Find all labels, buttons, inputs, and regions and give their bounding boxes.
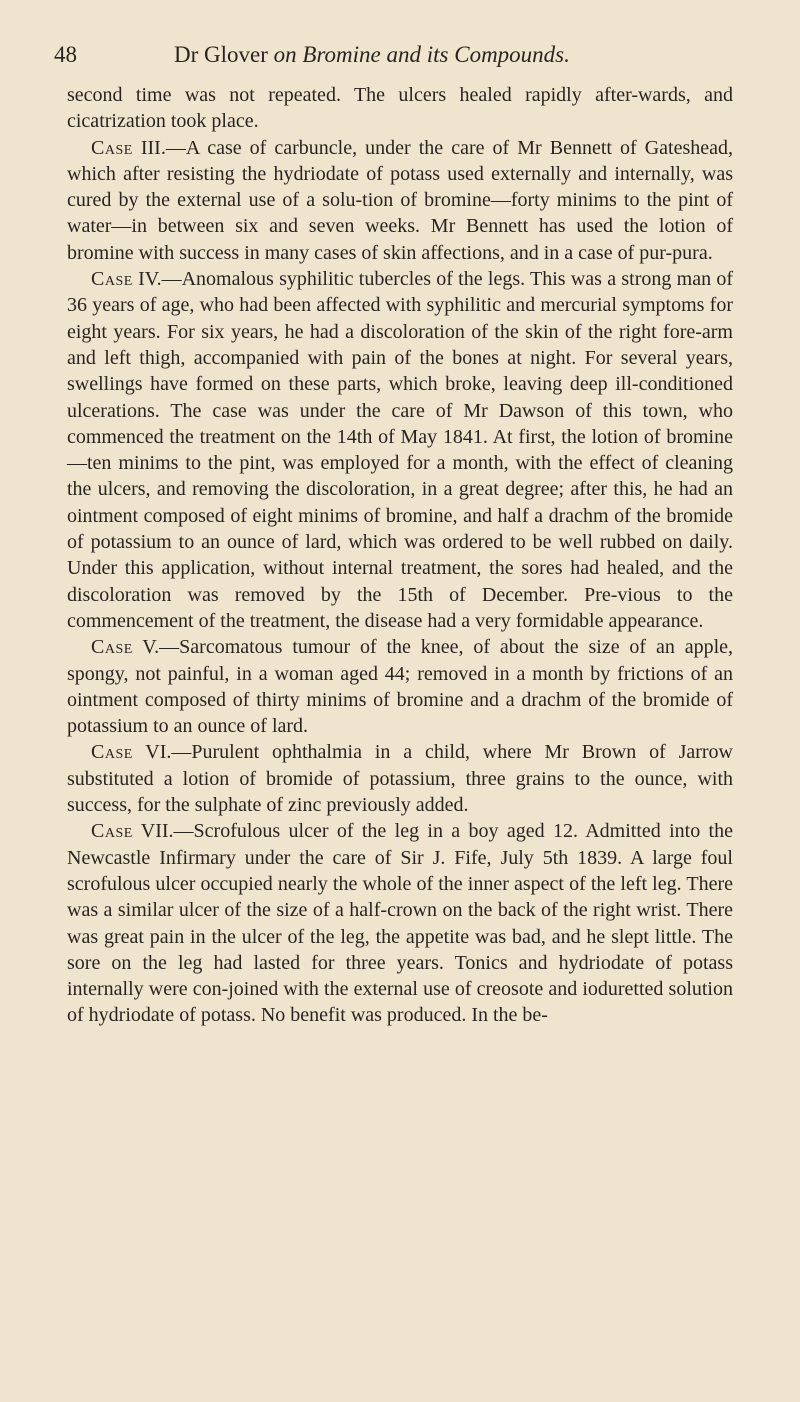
paragraph-text: IV.—Anomalous syphilitic tubercles of the legs. This was a strong man of 36 years of age, who had been affected with syphilitic and mercurial symptoms for eight years. For six years, he had a discoloration of the skin of the right fore-arm and left thigh, accompanied with pain of the bones at night. For several years, swellings have formed on these parts, which broke, leaving deep ill-conditioned ulcerations. The case was under the care of Mr Dawson of this town, who commenced the treatment on the 14th of May 1841. At first, the lotion of bromine—ten minims to the pint, was employed for a month, with the effect of cleaning the ulcers, and removing the discoloration, in a great degree; after this, he had an ointment composed of eight minims of bromine, and half a drachm of the bromide of potassium to an ounce of lard, which was ordered to be well rubbed on daily. Under this application, without internal treatment, the sores had healed, and the discoloration was removed by the 15th of December. Pre-vious to the commencement of the treatment, the disease had a very formidable appearance. xyxy=(67,268,733,632)
paragraph-case-vi xyxy=(67,739,733,818)
paragraph-text: V.—Sarcomatous tumour of the knee, of about the size of an apple, spongy, not painful, in a woman aged 44; removed in a month by frictions of an ointment composed of thirty minims of bromine and a drachm of the bromide of potassium to an ounce of lard. xyxy=(67,636,733,738)
paragraph-continuation xyxy=(67,82,733,135)
paragraph-case-iv xyxy=(67,266,733,634)
paragraph-text: VII.—Scrofulous ulcer of the leg in a boy aged 12. Admitted into the Newcastle Infirmary under the care of Sir J. Fife, July 5th 1839. A large foul scrofulous ulcer occupied nearly the whole of the inner aspect of the left leg. There was a similar ulcer of the size of a half-crown on the back of the right wrist. There was great pain in the ulcer of the leg, the appetite was bad, and he slept little. The sore on the leg had lasted for three years. Tonics and hydriodate of potass internally were con-joined with the external use of creosote and ioduretted solution of hydriodate of potass. No benefit was produced. In the be- xyxy=(67,820,733,1027)
paragraph-text: VI.—Purulent ophthalmia in a child, where Mr Brown of Jarrow substituted a lotion of bromide of potassium, three grains to the ounce, with success, for the sulphate of zinc previously added. xyxy=(67,741,733,817)
running-title xyxy=(174,40,570,70)
paragraph-text: second time was not repeated. The ulcers healed rapidly after-wards, and cicatrization took place. xyxy=(67,84,733,133)
case-label: Case xyxy=(91,136,133,159)
case-label: Case xyxy=(91,820,133,843)
running-title-author: Dr Glover xyxy=(174,42,274,67)
case-label: Case xyxy=(91,636,133,659)
running-title-subject: Bromine and its Compounds. xyxy=(296,42,570,67)
paragraph-case-v xyxy=(67,634,733,739)
case-label: Case xyxy=(91,268,133,291)
paragraph-text: III.—A case of carbuncle, under the care of Mr Bennett of Gateshead, which after resisting the hydriodate of potass used externally and internally, was cured by the external use of a solu-tion of bromine—forty minims to the pint of water—in between six and seven weeks. Mr Bennett has used the lotion of bromine with success in many cases of skin affections, and in a case of pur-pura. xyxy=(67,136,733,264)
page-body xyxy=(67,82,733,1029)
case-label: Case xyxy=(91,741,133,764)
running-title-on: on xyxy=(273,42,297,67)
paragraph-case-iii xyxy=(67,135,733,266)
page-number: 48 xyxy=(54,42,77,67)
paragraph-case-vii xyxy=(67,818,733,1028)
